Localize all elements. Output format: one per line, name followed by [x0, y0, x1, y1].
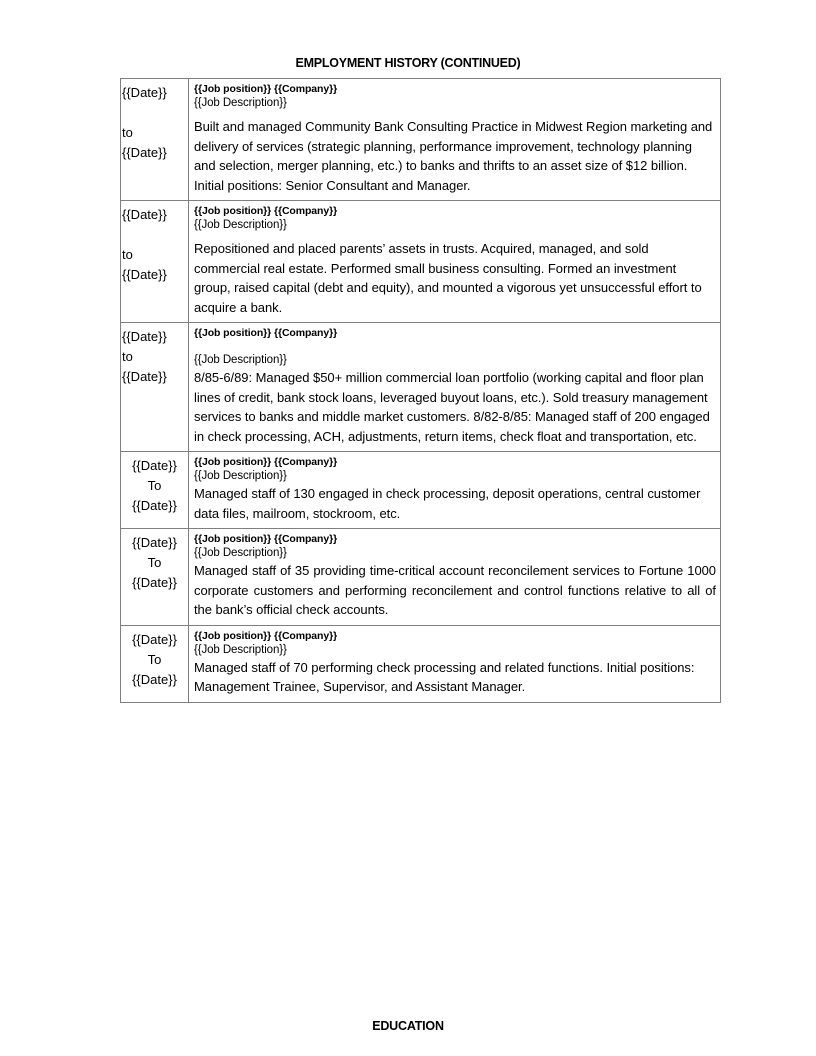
date-start: {{Date}} [132, 535, 177, 550]
date-connector: To [147, 651, 162, 667]
page-title: EMPLOYMENT HISTORY (CONTINUED) [295, 56, 521, 70]
date-connector: to [122, 349, 133, 364]
table-row [121, 529, 721, 626]
job-body-text: Repositioned and placed parents’ assets in trusts. Acquired, managed, and sold commercial real estate. Performed small business consulting. Formed an investment group, raised capital (debt and equity), and mounted a vigorous yet unsuccessful effort to acquire a bank. [194, 241, 702, 315]
body-cell [189, 323, 721, 452]
body-cell [189, 452, 721, 529]
job-description-placeholder: {{Job Description}} [194, 643, 287, 656]
job-body-text: Managed staff of 70 performing check processing and related functions. Initial positions: Management Trainee, Supervisor, and Assistant Manager. [194, 659, 695, 694]
job-body-text: Managed staff of 35 providing time-critical account reconcilement services to Fortune 1000 corporate customers and performing reconcilement and control functions relative to all of the bank’s official check accounts. [194, 563, 716, 617]
table-row [121, 79, 721, 201]
date-cell [121, 625, 189, 702]
job-header-line: {{Job position}} {{Company}} [194, 533, 338, 545]
job-header-line: {{Job position}} {{Company}} [194, 205, 338, 217]
body-cell [189, 625, 721, 702]
date-start: {{Date}} [122, 207, 167, 222]
body-cell [189, 201, 721, 323]
date-start: {{Date}} [122, 85, 167, 100]
date-end: {{Date}} [122, 145, 167, 160]
date-start: {{Date}} [132, 458, 177, 473]
body-cell [189, 529, 721, 626]
date-cell [121, 201, 189, 323]
date-cell [121, 323, 189, 452]
date-gap [122, 225, 186, 245]
row-spacer [194, 340, 716, 353]
date-connector: To [147, 478, 162, 493]
date-cell [121, 452, 189, 529]
table-row [121, 201, 721, 323]
job-header-line: {{Job position}} {{Company}} [194, 456, 338, 468]
employment-history-table [120, 78, 721, 703]
job-description-placeholder: {{Job Description}} [194, 354, 287, 366]
job-description-placeholder: {{Job Description}} [194, 547, 287, 559]
date-connector: To [147, 555, 162, 570]
date-end: {{Date}} [122, 267, 167, 282]
job-body-text: 8/85-6/89: Managed $50+ million commercial loan portfolio (working capital and floor plan lines of credit, bank stock loans, leveraged buyout loans, etc.). Sold treasury management services to banks and middle market customers. 8/82-8/85: Managed staff of 200 engaged in check processing, ACH, adjustments, return items, check float and transportation, etc. [194, 370, 710, 444]
job-description-placeholder: {{Job Description}} [194, 97, 287, 109]
job-header-line: {{Job position}} {{Company}} [194, 83, 338, 95]
table-row [121, 323, 721, 452]
body-cell [189, 79, 721, 201]
date-start: {{Date}} [122, 329, 167, 344]
date-end: {{Date}} [132, 671, 177, 687]
job-description-placeholder: {{Job Description}} [194, 219, 287, 231]
date-end: {{Date}} [122, 369, 167, 384]
job-body-text: Managed staff of 130 engaged in check processing, deposit operations, central customer data files, mailroom, stockroom, etc. [194, 486, 701, 521]
job-header-line: {{Job position}} {{Company}} [194, 629, 338, 642]
date-cell [121, 79, 189, 201]
date-cell [121, 529, 189, 626]
date-gap [122, 103, 186, 123]
date-start: {{Date}} [132, 631, 177, 647]
table-row [121, 625, 721, 702]
date-connector: to [122, 247, 133, 262]
table-row [121, 452, 721, 529]
education-section-title: EDUCATION [372, 1019, 444, 1033]
job-header-line: {{Job position}} {{Company}} [194, 327, 338, 339]
date-end: {{Date}} [132, 575, 177, 590]
date-end: {{Date}} [132, 498, 177, 513]
job-description-placeholder: {{Job Description}} [194, 470, 287, 482]
date-connector: to [122, 125, 133, 140]
job-body-text: Built and managed Community Bank Consulting Practice in Midwest Region marketing and delivery of services (strategic planning, performance improvement, technology planning and selection, merger planning, etc.) to banks and thrifts to an asset size of $12 billion. Initial positions: Senior Consultant and Manager. [194, 119, 713, 193]
